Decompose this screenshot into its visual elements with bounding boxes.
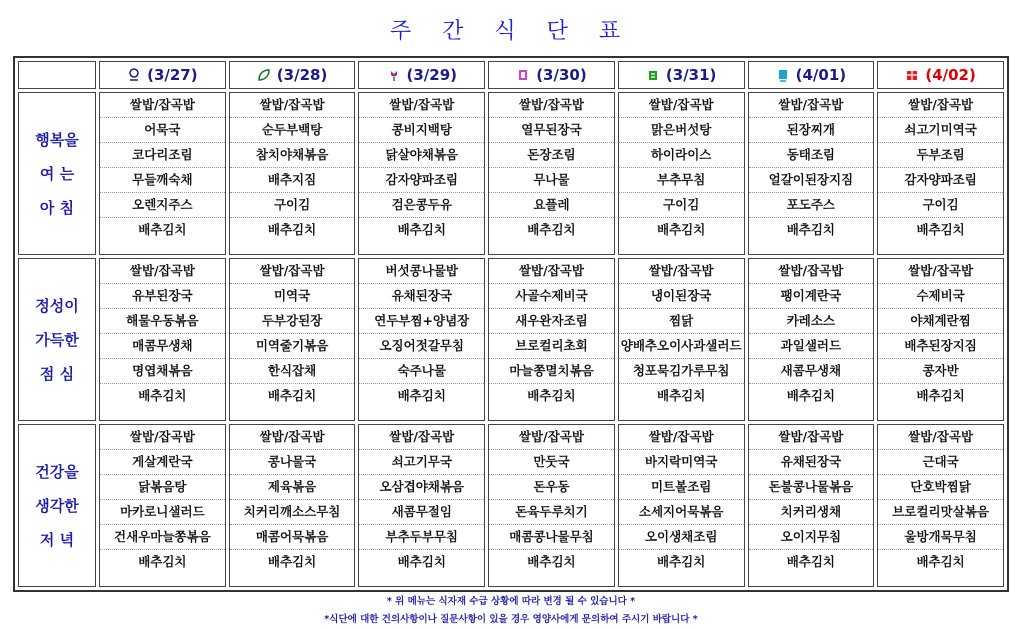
- menu-item: 버섯콩나물밥: [359, 259, 484, 284]
- menu-item: 유채된장국: [359, 284, 484, 309]
- menu-cell: [358, 258, 485, 421]
- menu-item: 쌀밥/잡곡밥: [878, 259, 1003, 284]
- menu-item: 제육볶음: [230, 475, 355, 500]
- tulip-icon: [387, 68, 401, 82]
- menu-item: 브로컬리맛살볶음: [878, 500, 1003, 525]
- meal-label-line: 행복을: [35, 130, 79, 149]
- menu-item: 순두부백탕: [230, 118, 355, 143]
- page-title: 주 간 식 단 표: [389, 19, 633, 44]
- menu-item: 미트볼조림: [619, 475, 744, 500]
- menu-item: 쇠고기미역국: [878, 118, 1003, 143]
- menu-item: 야채계란찜: [878, 309, 1003, 334]
- menu-item: 쌀밥/잡곡밥: [230, 93, 355, 118]
- menu-item: 냉이된장국: [619, 284, 744, 309]
- menu-cell: [99, 92, 226, 255]
- menu-item: 사골수제비국: [489, 284, 614, 309]
- menu-cell: [618, 424, 745, 587]
- menu-item: 쌀밥/잡곡밥: [749, 93, 874, 118]
- menu-item: 쌀밥/잡곡밥: [100, 259, 225, 284]
- menu-item: 유채된장국: [749, 450, 874, 475]
- menu-item: 오징어젓갈무침: [359, 334, 484, 359]
- menu-item: 배추김치: [916, 388, 965, 403]
- menu-item: 배추된장지짐: [878, 334, 1003, 359]
- menu-item: 건새우마늘쫑볶음: [100, 525, 225, 550]
- notice-contact: *식단에 대한 건의사항이나 질문사항이 있을 경우 영양사에게 문의하여 주시기 바랍니다 *: [324, 614, 698, 625]
- menu-item: 팽이계란국: [749, 284, 874, 309]
- menu-item: 쌀밥/잡곡밥: [878, 425, 1003, 450]
- menu-item: 한식잡채: [230, 359, 355, 384]
- menu-item: 구이김: [230, 193, 355, 218]
- menu-item: 배추김치: [397, 388, 446, 403]
- menu-item: 쌀밥/잡곡밥: [230, 425, 355, 450]
- menu-item: 구이김: [619, 193, 744, 218]
- meal-label-line: 생각한: [35, 496, 79, 515]
- menu-item: 오이지무침: [749, 525, 874, 550]
- notice-change: * 위 메뉴는 식자재 수급 상황에 따라 변경 될 수 있습니다 *: [386, 596, 636, 607]
- meal-label-line: 여 는: [39, 164, 75, 183]
- menu-item: 포도주스: [749, 193, 874, 218]
- menu-item: 쌀밥/잡곡밥: [489, 93, 614, 118]
- menu-item: 마늘쫑멸치볶음: [489, 359, 614, 384]
- menu-cell: [488, 258, 615, 421]
- menu-cell: [877, 258, 1004, 421]
- flower-icon: [127, 68, 141, 82]
- menu-item: 오이생채조림: [619, 525, 744, 550]
- meal-row: [18, 424, 1004, 587]
- menu-item: 돈육두루치기: [489, 500, 614, 525]
- menu-item: 쌀밥/잡곡밥: [619, 425, 744, 450]
- menu-item: 매콤무생채: [100, 334, 225, 359]
- menu-item: 요플레: [489, 193, 614, 218]
- menu-item: 배추김치: [267, 554, 317, 569]
- menu-item: 동태조림: [749, 143, 874, 168]
- menu-item: 쌀밥/잡곡밥: [359, 93, 484, 118]
- meal-label: [18, 92, 96, 255]
- menu-item: 만둣국: [489, 450, 614, 475]
- menu-cell: [488, 92, 615, 255]
- menu-item: 쌀밥/잡곡밥: [100, 93, 225, 118]
- menu-cell: [99, 424, 226, 587]
- menu-item: 감자양파조림: [359, 168, 484, 193]
- menu-item: 단호박찜닭: [878, 475, 1003, 500]
- menu-item: 배추김치: [397, 222, 446, 237]
- meal-label-line: 가득한: [35, 330, 79, 349]
- menu-item: 쌀밥/잡곡밥: [878, 93, 1003, 118]
- menu-item: 브로컬리초회: [489, 334, 614, 359]
- weekly-menu-table: [13, 56, 1009, 592]
- corner-cell: [18, 61, 96, 89]
- menu-item: 해물우동볶음: [100, 309, 225, 334]
- menu-item: 배추김치: [138, 222, 187, 237]
- menu-item: 찜닭: [619, 309, 744, 334]
- meal-label: [18, 258, 96, 421]
- menu-item: 배추김치: [916, 554, 965, 569]
- menu-item: 어묵국: [100, 118, 225, 143]
- day-header-row: [18, 61, 1004, 89]
- day-header: [229, 61, 356, 89]
- menu-item: 연두부찜+양념장: [359, 309, 484, 334]
- day-header: [748, 61, 875, 89]
- menu-item: 쌀밥/잡곡밥: [619, 259, 744, 284]
- day-header: [877, 61, 1004, 89]
- day-label: (3/30): [536, 66, 587, 84]
- menu-item: 배추김치: [527, 388, 576, 403]
- menu-item: 돈불콩나물볶음: [749, 475, 874, 500]
- menu-item: 쌀밥/잡곡밥: [489, 259, 614, 284]
- meal-row: [18, 92, 1004, 255]
- day-header: [358, 61, 485, 89]
- menu-cell: [358, 424, 485, 587]
- menu-item: 쌀밥/잡곡밥: [619, 93, 744, 118]
- menu-cell: [99, 258, 226, 421]
- menu-item: 쌀밥/잡곡밥: [359, 425, 484, 450]
- meal-label-line: 정성이: [35, 296, 79, 315]
- menu-cell: [877, 92, 1004, 255]
- menu-item: 카레소스: [749, 309, 874, 334]
- menu-item: 미역국: [230, 284, 355, 309]
- menu-cell: [748, 258, 875, 421]
- menu-item: 부추무침: [619, 168, 744, 193]
- menu-item: 맑은버섯탕: [619, 118, 744, 143]
- meal-label-line: 건강을: [35, 462, 79, 481]
- menu-item: 쇠고기무국: [359, 450, 484, 475]
- menu-item: 쌀밥/잡곡밥: [749, 259, 874, 284]
- menu-item: 열무된장국: [489, 118, 614, 143]
- menu-item: 배추김치: [397, 554, 446, 569]
- day-label: (3/31): [665, 66, 717, 84]
- menu-item: 배추김치: [527, 222, 576, 237]
- meal-label: [18, 424, 96, 587]
- menu-item: 콩비지백탕: [359, 118, 484, 143]
- menu-item: 쌀밥/잡곡밥: [749, 425, 874, 450]
- menu-item: 미역줄기볶음: [230, 334, 355, 359]
- menu-item: 된장찌개: [749, 118, 874, 143]
- menu-item: 닭살야채볶음: [359, 143, 484, 168]
- menu-item: 하이라이스: [619, 143, 744, 168]
- day-label: (3/29): [406, 66, 458, 84]
- menu-item: 얼갈이된장지짐: [749, 168, 874, 193]
- menu-item: 새콤무생채: [749, 359, 874, 384]
- menu-item: 배추김치: [267, 388, 317, 403]
- meal-label-line: 아 침: [39, 198, 75, 217]
- menu-item: 감자양파조림: [878, 168, 1003, 193]
- menu-item: 배추김치: [786, 388, 836, 403]
- menu-item: 돈우동: [489, 475, 614, 500]
- menu-item: 배추김치: [786, 222, 836, 237]
- meal-label-line: 점 심: [39, 364, 75, 383]
- menu-item: 숙주나물: [359, 359, 484, 384]
- day-header: [99, 61, 226, 89]
- menu-item: 소세지어묵볶음: [619, 500, 744, 525]
- menu-item: 돈장조림: [489, 143, 614, 168]
- menu-cell: [358, 92, 485, 255]
- menu-item: 오렌지주스: [100, 193, 225, 218]
- menu-item: 청포묵김가루무침: [619, 359, 744, 384]
- day-label: (3/27): [147, 66, 198, 84]
- day-header: [488, 61, 615, 89]
- menu-item: 쌀밥/잡곡밥: [489, 425, 614, 450]
- menu-item: 검은콩두유: [359, 193, 484, 218]
- menu-cell: [618, 92, 745, 255]
- menu-item: 무들깨숙채: [100, 168, 225, 193]
- menu-item: 치커리생채: [749, 500, 874, 525]
- menu-item: 게살계란국: [100, 450, 225, 475]
- menu-item: 배추김치: [138, 554, 187, 569]
- menu-cell: [229, 424, 356, 587]
- meal-row: [18, 258, 1004, 421]
- menu-item: 근대국: [878, 450, 1003, 475]
- menu-item: 새콤무절임: [359, 500, 484, 525]
- menu-item: 배추김치: [657, 388, 706, 403]
- day-label: (3/28): [276, 66, 328, 84]
- menu-item: 쌀밥/잡곡밥: [100, 425, 225, 450]
- leaf-icon: [257, 68, 271, 82]
- lamp-icon: [776, 68, 790, 82]
- menu-item: 배추김치: [786, 554, 836, 569]
- menu-item: 매콤어묵볶음: [230, 525, 355, 550]
- menu-item: 참치야채볶음: [230, 143, 355, 168]
- menu-item: 무나물: [489, 168, 614, 193]
- menu-item: 두부강된장: [230, 309, 355, 334]
- menu-item: 닭볶음탕: [100, 475, 225, 500]
- menu-item: 구이김: [878, 193, 1003, 218]
- menu-item: 오삼겹야채볶음: [359, 475, 484, 500]
- menu-item: 치커리깨소스무침: [230, 500, 355, 525]
- menu-cell: [618, 258, 745, 421]
- menu-item: 두부조림: [878, 143, 1003, 168]
- present-icon: [516, 68, 530, 82]
- gift-icon: [905, 68, 919, 82]
- menu-item: 명엽채볶음: [100, 359, 225, 384]
- day-label: (4/02): [925, 66, 976, 84]
- menu-item: 울방개묵무침: [878, 525, 1003, 550]
- menu-item: 배추김치: [657, 222, 706, 237]
- menu-item: 배추김치: [267, 222, 317, 237]
- menu-cell: [748, 92, 875, 255]
- menu-item: 유부된장국: [100, 284, 225, 309]
- menu-item: 배추김치: [527, 554, 576, 569]
- menu-cell: [229, 258, 356, 421]
- menu-item: 바지락미역국: [619, 450, 744, 475]
- menu-cell: [877, 424, 1004, 587]
- day-label: (4/01): [795, 66, 847, 84]
- menu-item: 배추김치: [138, 388, 187, 403]
- plant-icon: [646, 68, 660, 82]
- menu-item: 수제비국: [878, 284, 1003, 309]
- menu-item: 코다리조림: [100, 143, 225, 168]
- menu-item: 부추두부무침: [359, 525, 484, 550]
- menu-item: 배추지짐: [230, 168, 355, 193]
- menu-item: 배추김치: [916, 222, 965, 237]
- menu-item: 과일샐러드: [749, 334, 874, 359]
- menu-item: 새우완자조림: [489, 309, 614, 334]
- menu-item: 콩나물국: [230, 450, 355, 475]
- menu-item: 쌀밥/잡곡밥: [230, 259, 355, 284]
- day-header: [618, 61, 745, 89]
- menu-item: 콩자반: [878, 359, 1003, 384]
- menu-cell: [488, 424, 615, 587]
- menu-cell: [229, 92, 356, 255]
- menu-item: 배추김치: [657, 554, 706, 569]
- menu-cell: [748, 424, 875, 587]
- menu-item: 매콤콩나물무침: [489, 525, 614, 550]
- menu-item: 마카로니샐러드: [100, 500, 225, 525]
- meal-label-line: 저 녁: [39, 530, 75, 549]
- menu-item: 양배추오이사과샐러드: [619, 334, 744, 359]
